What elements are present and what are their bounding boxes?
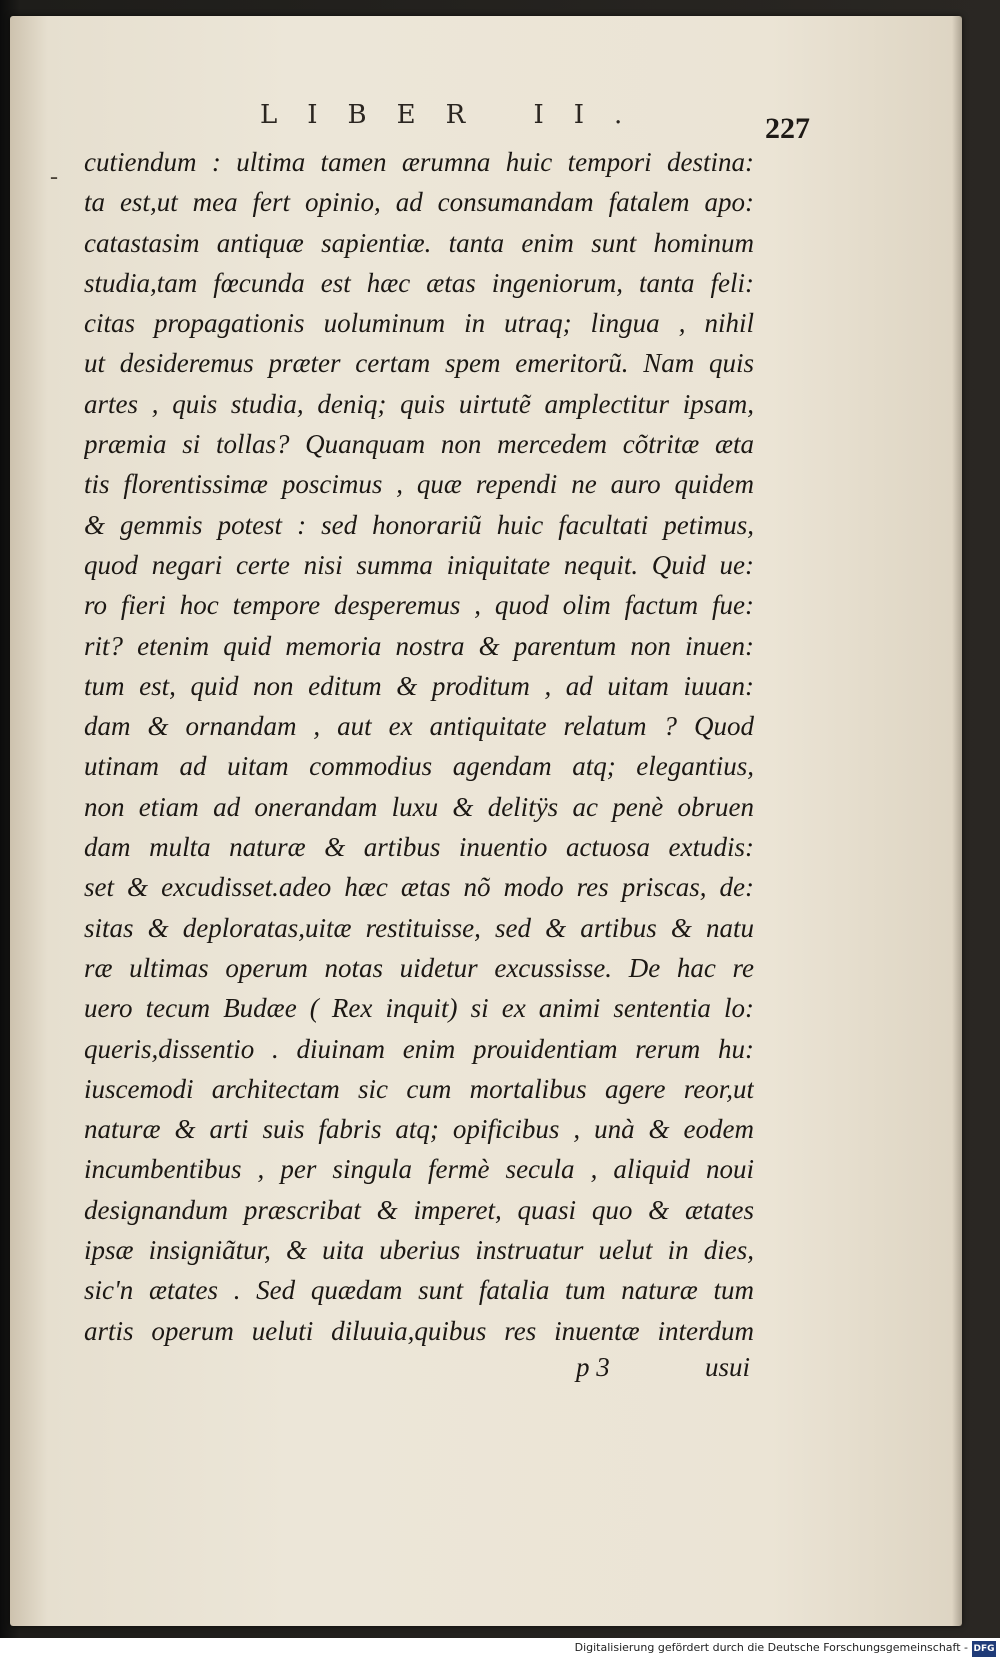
funding-credit: Digitalisierung gefördert durch die Deutsche Forschungsgemeinschaft -	[574, 1641, 968, 1654]
margin-mark: -	[50, 164, 58, 190]
page-footer	[560, 1352, 760, 1392]
catchword: usui	[704, 1352, 750, 1382]
text-line: ro fieri hoc tempore desperemus , quod olim factum fue:	[84, 590, 754, 621]
text-line: uero tecum Budæe ( Rex inquit) si ex animi sententia lo:	[84, 993, 754, 1024]
text-line: studia,tam fœcunda est hæc ætas ingeniorum, tanta feli:	[84, 267, 754, 298]
text-line: ipsæ insigniãtur, & uita uberius instruatur uelut in dies,	[84, 1235, 754, 1266]
text-line: quod negari certe nisi summa iniquitate nequit. Quid ue:	[84, 549, 754, 580]
dfg-logo: DFG	[972, 1641, 996, 1657]
text-line: & gemmis potest : sed honorariũ huic facultati petimus,	[84, 509, 754, 540]
text-line: utinam ad uitam commodius agendam atq; elegantius,	[84, 751, 754, 782]
text-line: ræ ultimas operum notas uidetur excussisse. De hac re	[84, 952, 754, 983]
text-line: cutiendum : ultima tamen ærumna huic tempori destina:	[84, 147, 754, 177]
text-line: iuscemodi architectam sic cum mortalibus agere reor,ut	[84, 1073, 754, 1104]
text-line: catastasim antiquæ sapientiæ. tanta enim sunt hominum	[84, 227, 754, 258]
credit-bar	[0, 1638, 1000, 1660]
text-line: rit? etenim quid memoria nostra & parentum non inuen:	[84, 630, 754, 661]
signature-mark: p 3	[576, 1352, 610, 1382]
text-line: dam multa naturæ & artibus inuentio actuosa extudis:	[84, 832, 754, 863]
text-line: citas propagationis uoluminum in utraq; lingua , nihil	[84, 308, 754, 339]
page-number: 227	[765, 112, 810, 145]
text-line: artes , quis studia, deniq; quis uirtutẽ amplectitur ipsam,	[84, 388, 754, 419]
text-line: tum est, quid non editum & proditum , ad uitam iuuan:	[84, 670, 754, 701]
text-line: tis florentissimæ poscimus , quæ rependi ne auro quidem	[84, 469, 754, 500]
text-line: præmia si tollas? Quanquam non mercedem cõtritæ æta	[84, 429, 754, 460]
page-edge-shadow	[952, 16, 962, 1626]
running-head: LIBER II.	[260, 100, 653, 130]
text-line: sic'n ætates . Sed quædam sunt fatalia tum naturæ tum	[84, 1275, 754, 1306]
text-line: incumbentibus , per singula fermè secula , aliquid noui	[84, 1154, 754, 1185]
text-line: queris,dissentio . diuinam enim prouidentiam rerum hu:	[84, 1033, 754, 1064]
text-line: sitas & deploratas,uitæ restituisse, sed & artibus & natu	[84, 912, 754, 943]
text-line: naturæ & arti suis fabris atq; opificibus , unà & eodem	[84, 1114, 754, 1145]
text-line: designandum præscribat & imperet, quasi quo & ætates	[84, 1194, 754, 1225]
text-line: dam & ornandam , aut ex antiquitate relatum ? Quod	[84, 711, 754, 742]
text-line: ta est,ut mea fert opinio, ad consumandam fatalem apo:	[84, 187, 754, 218]
body-text	[84, 142, 754, 1351]
text-line: ut desideremus præter certam spem emeritorũ. Nam quis	[84, 348, 754, 379]
text-line: non etiam ad onerandam luxu & delitÿs ac penè obruen	[84, 791, 754, 822]
text-line: artis operum ueluti diluuia,quibus res inuentæ interdum	[84, 1315, 754, 1346]
text-line: set & excudisset.adeo hæc ætas nõ modo res priscas, de:	[84, 872, 754, 903]
